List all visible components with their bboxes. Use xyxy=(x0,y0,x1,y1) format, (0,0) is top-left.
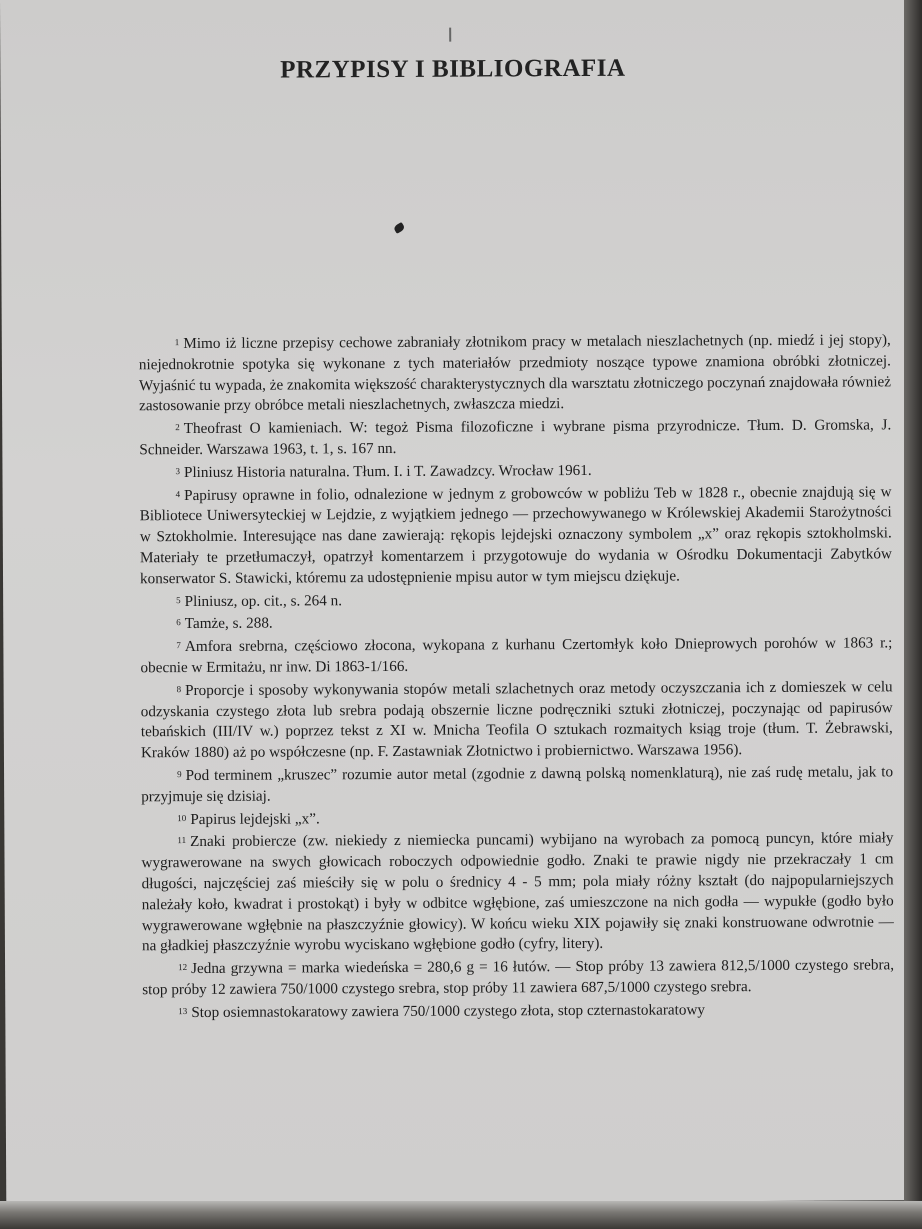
footnote-text: Amfora srebrna, częściowo złocona, wykopana z kurhanu Czertomłyk koło Dnieprowych porohów w 1863 r.; obecnie w Ermitażu, nr inw. Di 1863-1/166. xyxy=(140,634,893,677)
footnote xyxy=(142,953,894,1001)
footnote-text: Znaki probiercze (zw. niekiedy z niemiecka puncami) wybijano na wyrobach za pomocą puncyn, które miały wygrawerowane na swych głowicach roboczych odpowiednie godło. Znaki te prawie nigdy nie przekraczały 1 cm długości, najczęściej zaś mieściły się w polu o średnicy 4 - 5 mm; pola miały różny kształt (do najpopularniejszych należały koło, kwadrat i prostokąt) i były w odbitce wgłębione, zaś umieszczone na nich godła — wypukłe (godło było wygrawerowane wgłębnie na płaszczyźnie głowicy). W końcu wieku XIX pojawiły się znaki konstruowane odwrotnie — na gładkiej płaszczyźnie wyrobu wyciskano wgłębione godło (cyfry, litery). xyxy=(141,829,894,955)
footnote xyxy=(139,414,891,462)
footnote-text: Jedna grzywna = marka wiedeńska = 280,6 g = 16 łutów. — Stop próby 13 zawiera 812,5/1000 czystego srebra, stop próby 12 zawiera 750/1000 czystego srebra, stop próby 11 zawiera 687,5/1000 czystego srebra. xyxy=(142,956,895,999)
footnote-number: 3 xyxy=(175,465,180,476)
footnote-number: 13 xyxy=(178,1005,188,1016)
footnote-number: 10 xyxy=(177,812,187,823)
footnote-number: 6 xyxy=(176,617,181,628)
footnote xyxy=(140,480,893,590)
footnote-text: Tamże, s. 288. xyxy=(184,614,273,633)
book-spine-shadow xyxy=(904,0,922,1229)
page-bottom-edge xyxy=(0,1201,922,1229)
footnotes xyxy=(139,328,895,1023)
footnote-text: Theofrast O kamieniach. W: tegoż Pisma filozoficzne i wybrane pisma przyrodnicze. Tłum. D. Gromska, J. Schneider. Warszawa 1963, t. 1, s. 167 nn. xyxy=(139,416,892,459)
page-title: PRZYPISY I BIBLIOGRAFIA xyxy=(280,54,626,84)
footnote-number: 5 xyxy=(176,594,181,605)
footnote-text: Papirus lejdejski „x”. xyxy=(190,809,320,828)
footnote-text: Papirusy oprawne in folio, odnalezione w jednym z grobowców w pobliżu Teb w 1828 r., obecnie znajdują się w Bibliotece Uniwersyteckiej w Lejdzie, z wyjątkiem jednego — przechowywanego w Królewskiej Akademii Starożytności w Sztokholmie. Interesujące nas dane zawierają: rękopis lejdejski oznaczony symbolem „x” oraz rękopis sztokholmski. Materiały te przetłumaczył, opatrzył komentarzem i przygotowuje do wydania w Ośrodku Dokumentacji Zabytków konserwator S. Stawicki, któremu za udostępnienie mpisu autor w tym miejscu dziękuje. xyxy=(139,482,892,588)
footnote xyxy=(141,760,893,808)
footnote-number: 11 xyxy=(177,835,187,846)
ink-spot xyxy=(393,222,406,234)
footnote-text: Mimo iż liczne przepisy cechowe zabraniały złotnikom pracy w metalach nieszlachetnych (np. miedź i jej stopy), niejednokrotnie spotyka się wykonane z tych materiałów przedmioty noszące typowe znamiona obróbki złotniczej. Wyjaśnić tu wypada, że znakomita większość charakterystycznych dla warsztatu złotniczego poczynań znajdowała również zastosowanie przy obróbce metali nieszlachetnych, zwłaszcza miedzi. xyxy=(138,331,892,415)
footnote-text: Pod terminem „kruszec” rozumie autor metal (zgodnie z dawną polską nomenklaturą), nie zaś rudę metalu, jak to przyjmuje się dzisiaj. xyxy=(141,763,894,806)
footnote xyxy=(141,827,894,958)
footnote-number: 7 xyxy=(176,640,181,651)
page-mark xyxy=(449,28,451,42)
footnote-number: 1 xyxy=(174,337,180,348)
footnote-number: 8 xyxy=(176,683,182,694)
footnote-text: Stop osiemnastokaratowy zawiera 750/1000 czystego złota, stop czternastokaratowy xyxy=(191,1001,706,1021)
footnote xyxy=(142,997,894,1024)
footnote-number: 9 xyxy=(177,768,182,780)
footnote-number: 4 xyxy=(175,488,181,499)
footnote-number: 12 xyxy=(178,962,188,973)
footnote xyxy=(141,675,893,764)
footnote-text: Pliniusz Historia naturalna. Tłum. I. i T. Zawadzcy. Wrocław 1961. xyxy=(183,461,592,481)
footnote-number: 2 xyxy=(175,422,180,433)
footnote-text: Pliniusz, op. cit., s. 264 n. xyxy=(184,591,343,610)
footnote xyxy=(140,631,892,679)
footnote xyxy=(139,328,891,417)
footnote-text: Proporcje i sposoby wykonywania stopów metali szlachetnych oraz metody oczyszczania ich z domieszek w celu odzyskania czystego złota lub srebra podają obszernie liczne podręczniki sztuki złotniczej, poczynając od papirusów tebańskich (III/IV w.) poprzez tekst z XI w. Mnicha Teofila O sztukach rozmaitych ksiąg troje (tłum. T. Żebrawski, Kraków 1880) aż po współczesne (np. F. Zastawniak Złotnictwo i probiernictwo. Warszawa 1956). xyxy=(140,678,893,762)
